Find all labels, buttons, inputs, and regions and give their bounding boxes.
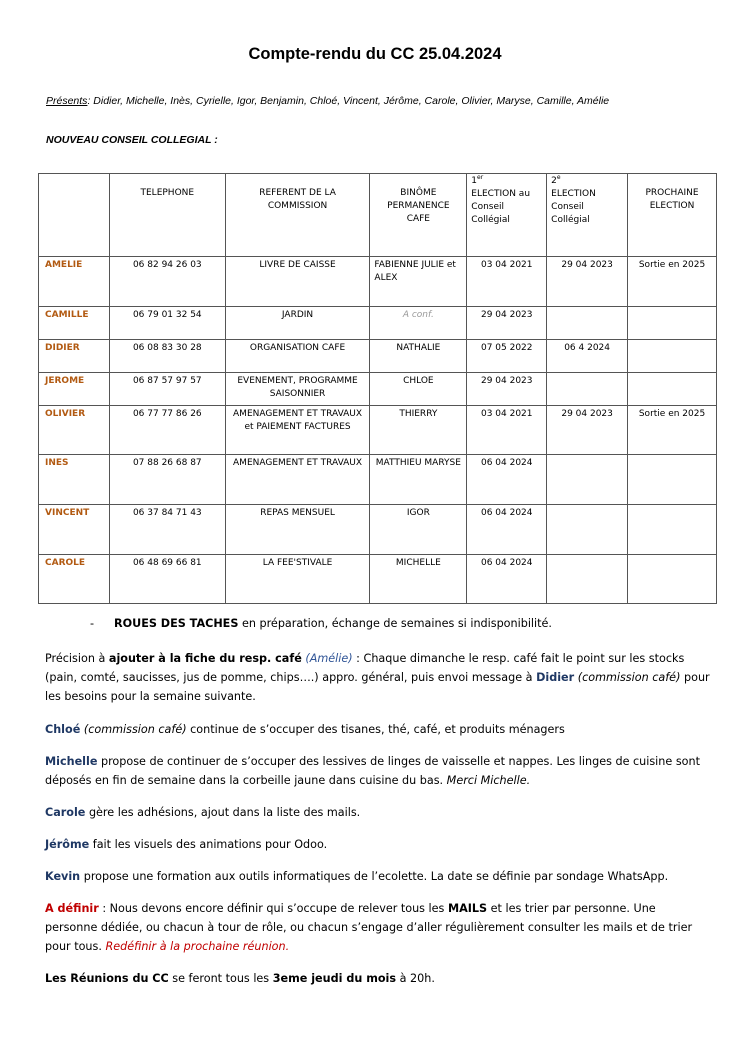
member-phone: 06 79 01 32 54 bbox=[109, 307, 225, 340]
header-election2: 2e ELECTION Conseil Collégial bbox=[547, 174, 628, 257]
member-election1: 06 04 2024 bbox=[467, 455, 547, 505]
table-header-row bbox=[39, 174, 717, 257]
paragraph-chloe: Chloé (commission café) continue de s’occuper des tisanes, thé, café, et produits ménagers bbox=[45, 723, 565, 736]
table-row bbox=[39, 373, 717, 406]
member-binome: NATHALIE bbox=[370, 340, 467, 373]
paragraph-resp-cafe: Précision à ajouter à la fiche du resp. café (Amélie) : Chaque dimanche le resp. café fait le point sur les stocks (pain, comté, saucisses, jus de pomme, chips….) appro. général, puis envoi message à Didier (commission café) pour les besoins pour la semaine suivante. bbox=[45, 652, 710, 703]
member-binome: MATTHIEU MARYSE bbox=[370, 455, 467, 505]
member-election1: 29 04 2023 bbox=[467, 373, 547, 406]
member-phone: 07 88 26 68 87 bbox=[109, 455, 225, 505]
bullet-roues-des-taches bbox=[90, 617, 552, 630]
member-next-election bbox=[628, 340, 717, 373]
paragraph-kevin: Kevin propose une formation aux outils informatiques de l’ecolette. La date se définie par sondage WhatsApp. bbox=[45, 870, 669, 883]
member-election2 bbox=[547, 373, 628, 406]
header-name bbox=[39, 174, 110, 257]
attendees-label: Présents bbox=[46, 95, 88, 107]
member-referent: AMENAGEMENT ET TRAVAUX bbox=[225, 455, 370, 505]
member-name: JEROME bbox=[39, 373, 110, 406]
member-name: CAROLE bbox=[39, 555, 110, 604]
member-referent: EVENEMENT, PROGRAMME SAISONNIER bbox=[225, 373, 370, 406]
member-election1: 07 05 2022 bbox=[467, 340, 547, 373]
page-title: Compte-rendu du CC 25.04.2024 bbox=[248, 45, 502, 63]
table-row bbox=[39, 406, 717, 455]
paragraph-carole: Carole gère les adhésions, ajout dans la liste des mails. bbox=[45, 806, 361, 819]
member-name: OLIVIER bbox=[39, 406, 110, 455]
table-row bbox=[39, 307, 717, 340]
paragraph-jerome: Jérôme fait les visuels des animations pour Odoo. bbox=[45, 838, 328, 851]
header-referent: REFERENT DE LA COMMISSION bbox=[225, 174, 370, 257]
member-next-election bbox=[628, 307, 717, 340]
member-next-election bbox=[628, 555, 717, 604]
member-binome: CHLOE bbox=[370, 373, 467, 406]
member-election1: 06 04 2024 bbox=[467, 555, 547, 604]
paragraph-reunions: Les Réunions du CC se feront tous les 3eme jeudi du mois à 20h. bbox=[45, 972, 435, 985]
table-row bbox=[39, 505, 717, 555]
member-binome: THIERRY bbox=[370, 406, 467, 455]
member-election1: 03 04 2021 bbox=[467, 406, 547, 455]
member-name: INES bbox=[39, 455, 110, 505]
member-binome: MICHELLE bbox=[370, 555, 467, 604]
attendees-line bbox=[46, 95, 609, 107]
member-referent: AMENAGEMENT ET TRAVAUX et PAIEMENT FACTURES bbox=[225, 406, 370, 455]
member-election2: 06 4 2024 bbox=[547, 340, 628, 373]
member-referent: LA FEE'STIVALE bbox=[225, 555, 370, 604]
paragraph-michelle: Michelle propose de continuer de s’occuper des lessives de linges de vaisselle et nappes. Les linges de cuisine sont déposés en fin de semaine dans la corbeille jaune dans cuisine du bas. Merci Michelle. bbox=[45, 755, 700, 787]
member-phone: 06 87 57 97 57 bbox=[109, 373, 225, 406]
member-election1: 03 04 2021 bbox=[467, 257, 547, 307]
member-election2 bbox=[547, 555, 628, 604]
member-phone: 06 37 84 71 43 bbox=[109, 505, 225, 555]
member-election2: 29 04 2023 bbox=[547, 257, 628, 307]
council-table bbox=[38, 173, 717, 604]
member-referent: LIVRE DE CAISSE bbox=[225, 257, 370, 307]
member-name: CAMILLE bbox=[39, 307, 110, 340]
member-binome: A conf. bbox=[370, 307, 467, 340]
member-phone: 06 08 83 30 28 bbox=[109, 340, 225, 373]
bullet-bold: ROUES DES TACHES bbox=[114, 617, 239, 630]
table-row bbox=[39, 340, 717, 373]
header-binome: BINÔME PERMANENCE CAFE bbox=[370, 174, 467, 257]
member-next-election bbox=[628, 373, 717, 406]
council-heading: NOUVEAU CONSEIL COLLEGIAL : bbox=[46, 134, 218, 146]
paragraph-a-definir: A définir : Nous devons encore définir qui s’occupe de relever tous les MAILS et les trier par personne. Une personne dédiée, ou chacun à tour de rôle, ou chacun s’engage d’aller régulièrement consulter les mails et de trier pour tous. Redéfinir à la prochaine réunion. bbox=[45, 902, 693, 953]
table-row bbox=[39, 555, 717, 604]
header-prochaine: PROCHAINE ELECTION bbox=[628, 174, 717, 257]
table-row bbox=[39, 257, 717, 307]
member-name: DIDIER bbox=[39, 340, 110, 373]
member-binome: IGOR bbox=[370, 505, 467, 555]
member-name: VINCENT bbox=[39, 505, 110, 555]
member-next-election: Sortie en 2025 bbox=[628, 257, 717, 307]
member-phone: 06 82 94 26 03 bbox=[109, 257, 225, 307]
header-telephone: TELEPHONE bbox=[109, 174, 225, 257]
member-referent: JARDIN bbox=[225, 307, 370, 340]
bullet-rest: en préparation, échange de semaines si indisponibilité. bbox=[238, 617, 552, 630]
member-referent: ORGANISATION CAFE bbox=[225, 340, 370, 373]
member-next-election: Sortie en 2025 bbox=[628, 406, 717, 455]
member-phone: 06 77 77 86 26 bbox=[109, 406, 225, 455]
member-phone: 06 48 69 66 81 bbox=[109, 555, 225, 604]
member-election2 bbox=[547, 307, 628, 340]
member-binome: FABIENNE JULIE et ALEX bbox=[370, 257, 467, 307]
bullet-dash: - bbox=[90, 617, 95, 630]
member-election1: 06 04 2024 bbox=[467, 505, 547, 555]
member-election2 bbox=[547, 455, 628, 505]
member-election2: 29 04 2023 bbox=[547, 406, 628, 455]
member-election2 bbox=[547, 505, 628, 555]
member-name: AMELIE bbox=[39, 257, 110, 307]
member-next-election bbox=[628, 505, 717, 555]
member-election1: 29 04 2023 bbox=[467, 307, 547, 340]
header-election1: 1er ELECTION au Conseil Collégial bbox=[467, 174, 547, 257]
attendees-names: : Didier, Michelle, Inès, Cyrielle, Igor, Benjamin, Chloé, Vincent, Jérôme, Carole, Olivier, Maryse, Camille, Amélie bbox=[87, 95, 610, 107]
member-next-election bbox=[628, 455, 717, 505]
member-referent: REPAS MENSUEL bbox=[225, 505, 370, 555]
table-row bbox=[39, 455, 717, 505]
